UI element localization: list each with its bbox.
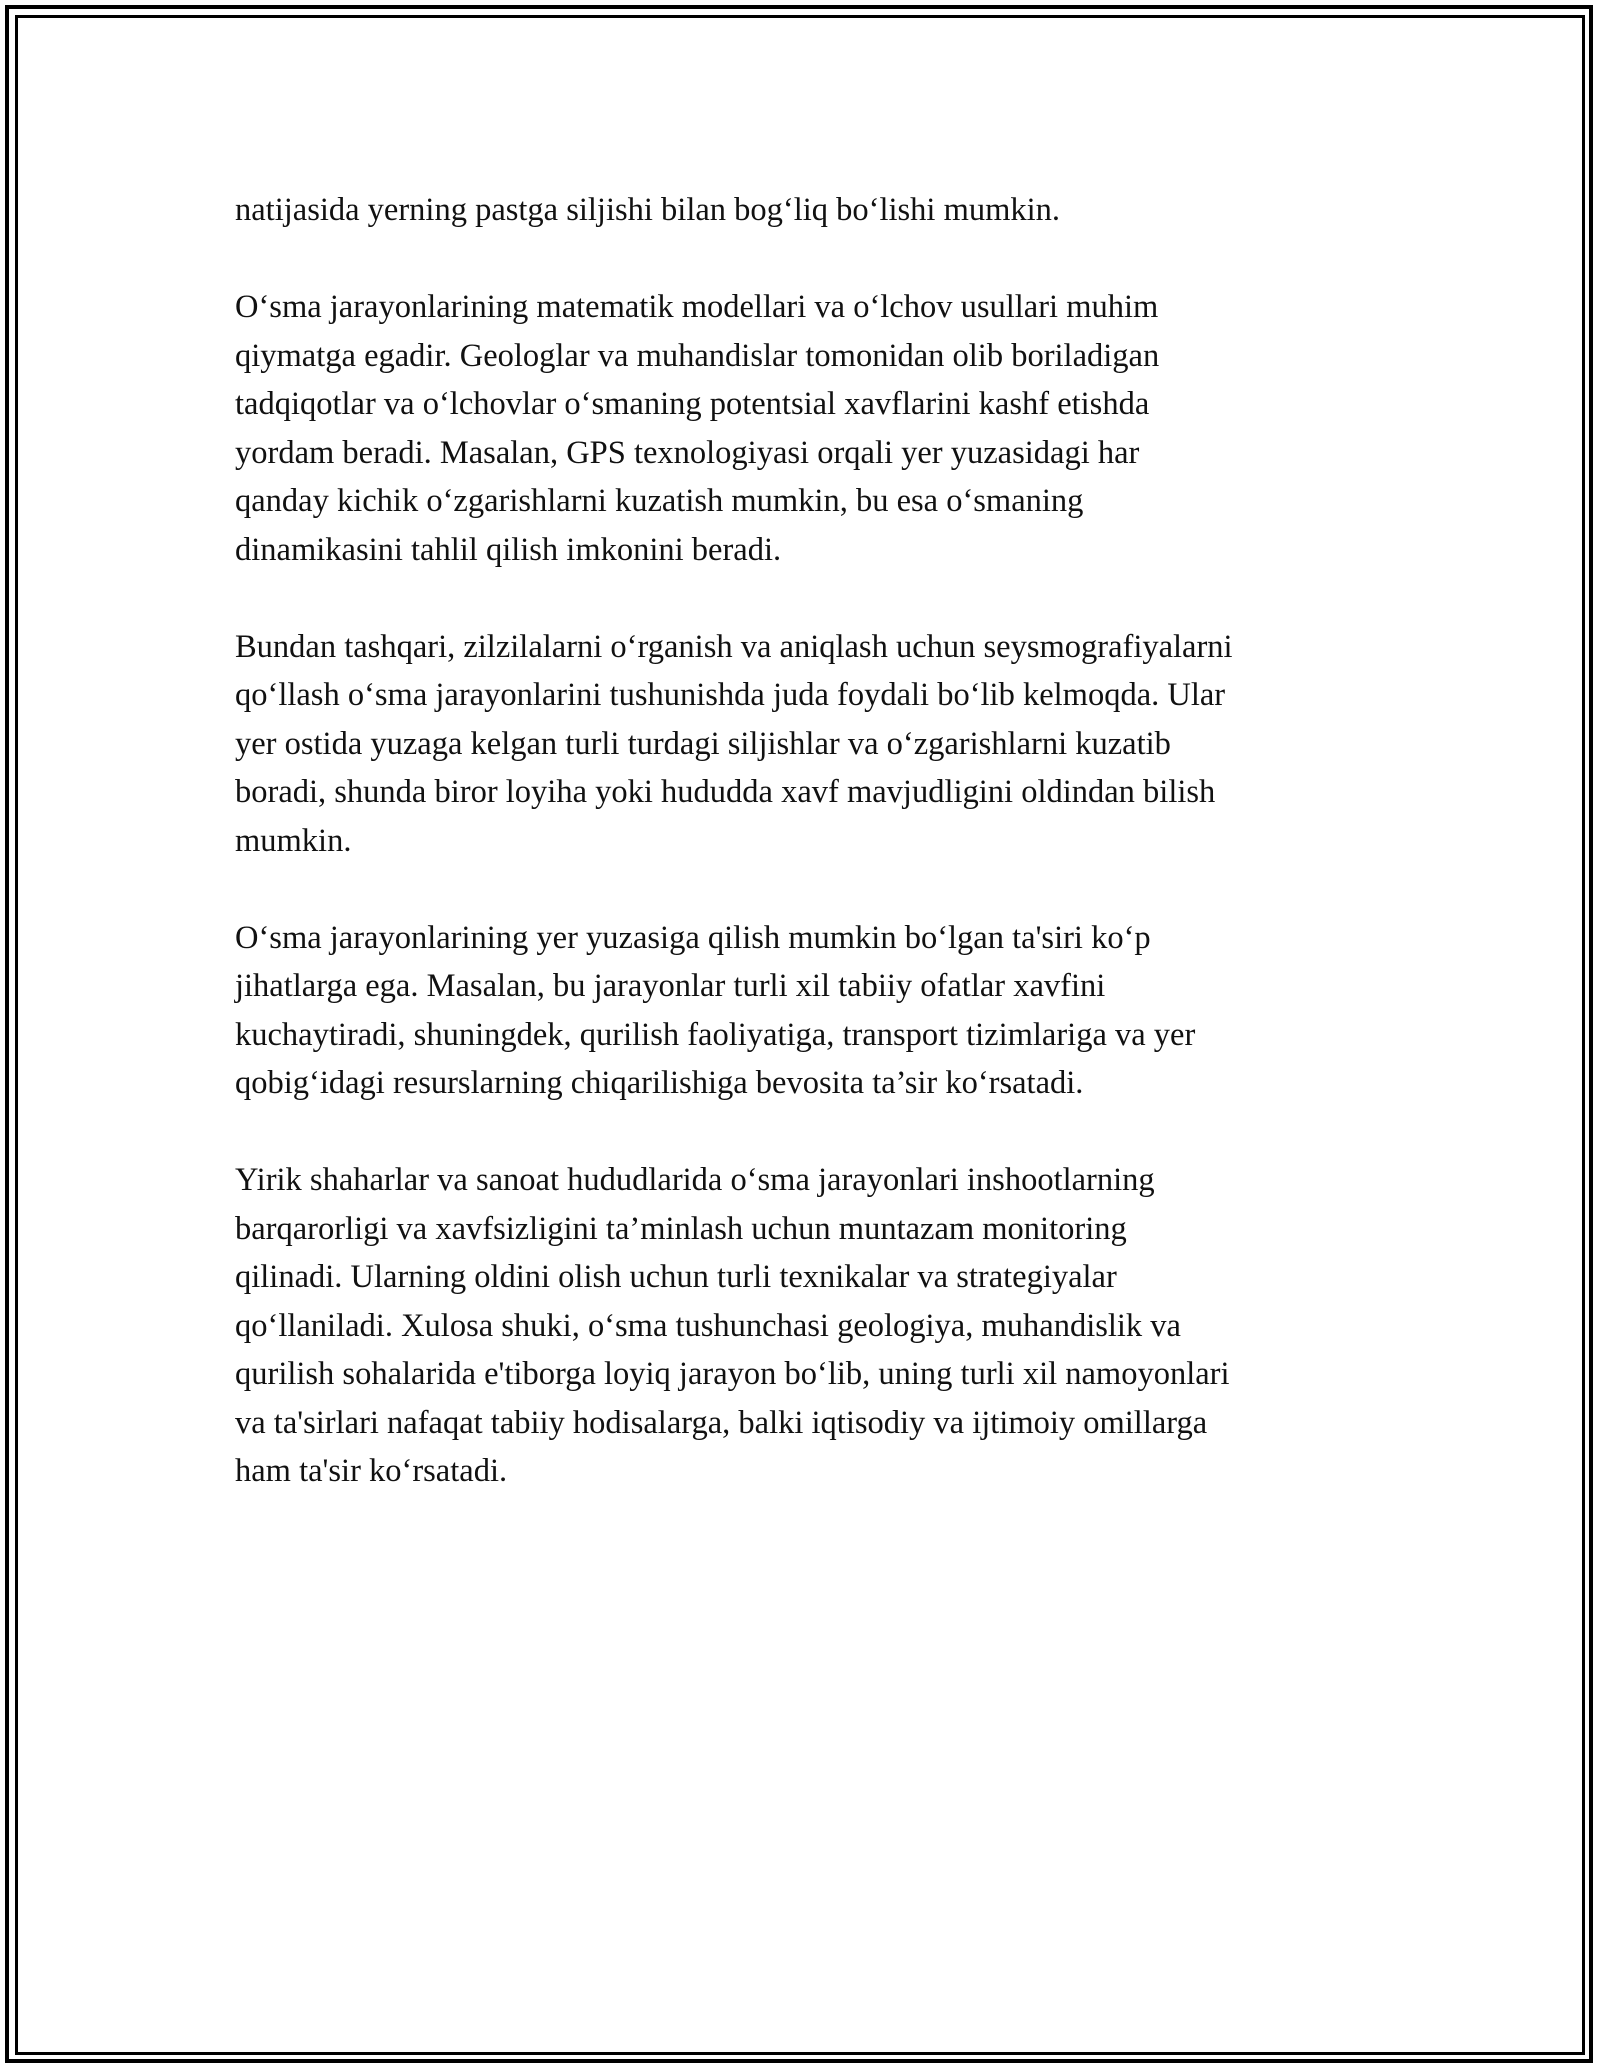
text-line: qo‘llash o‘sma jarayonlarini tushunishda juda foydali bo‘lib kelmoqda. Ular <box>235 677 1226 713</box>
paragraph-3 <box>235 623 1375 866</box>
text-line: tadqiqotlar va o‘lchovlar o‘smaning potentsial xavflarini kashf etishda <box>235 386 1150 422</box>
text-line: qo‘llaniladi. Xulosa shuki, o‘sma tushunchasi geologiya, muhandislik va <box>235 1307 1181 1344</box>
paragraph-4 <box>235 914 1375 1108</box>
text-line: kuchaytiradi, shuningdek, qurilish faoliyatiga, transport tizimlariga va yer <box>235 1016 1196 1053</box>
text-line: qanday kichik o‘zgarishlarni kuzatish mumkin, bu esa o‘smaning <box>235 483 1084 519</box>
text-line: qiymatga egadir. Geologlar va muhandislar tomonidan olib boriladigan <box>235 337 1160 374</box>
text-line: natijasida yerning pastga siljishi bilan bog‘liq bo‘lishi mumkin. <box>235 192 1061 228</box>
paragraph-5 <box>235 1156 1375 1496</box>
text-line: qobig‘idagi resurslarning chiqarilishiga bevosita ta’sir ko‘rsatadi. <box>235 1065 1084 1101</box>
text-line: qurilish sohalarida e'tiborga loyiq jarayon bo‘lib, uning turli xil namoyonlari <box>235 1356 1230 1392</box>
text-line: jihatlarga ega. Masalan, bu jarayonlar turli xil tabiiy ofatlar xavfini <box>235 968 1106 1004</box>
paragraph-1 <box>235 186 1375 235</box>
text-line: qilinadi. Ularning oldini olish uchun turli texnikalar va strategiyalar <box>235 1259 1117 1295</box>
text-line: dinamikasini tahlil qilish imkonini beradi. <box>235 531 782 568</box>
document-body <box>235 186 1375 1544</box>
text-line: yordam beradi. Masalan, GPS texnologiyasi orqali yer yuzasidagi har <box>235 434 1140 471</box>
text-line: mumkin. <box>235 822 352 859</box>
text-line: ham ta'sir ko‘rsatadi. <box>235 1453 508 1489</box>
paragraph-2 <box>235 283 1375 574</box>
text-line: yer ostida yuzaga kelgan turli turdagi siljishlar va o‘zgarishlarni kuzatib <box>235 725 1171 762</box>
text-line: O‘sma jarayonlarining matematik modellari va o‘lchov usullari muhim <box>235 289 1159 325</box>
text-line: O‘sma jarayonlarining yer yuzasiga qilish mumkin bo‘lgan ta'siri ko‘p <box>235 919 1151 956</box>
text-line: va ta'sirlari nafaqat tabiiy hodisalarga, balki iqtisodiy va ijtimoiy omillarga <box>235 1404 1208 1441</box>
text-line: Bundan tashqari, zilzilalarni o‘rganish va aniqlash uchun seysmografiyalarni <box>235 628 1233 665</box>
text-line: boradi, shunda biror loyiha yoki hududda xavf mavjudligini oldindan bilish <box>235 774 1216 810</box>
text-line: barqarorligi va xavfsizligini ta’minlash uchun muntazam monitoring <box>235 1210 1127 1247</box>
text-line: Yirik shaharlar va sanoat hududlarida o‘sma jarayonlari inshootlarning <box>235 1162 1155 1198</box>
